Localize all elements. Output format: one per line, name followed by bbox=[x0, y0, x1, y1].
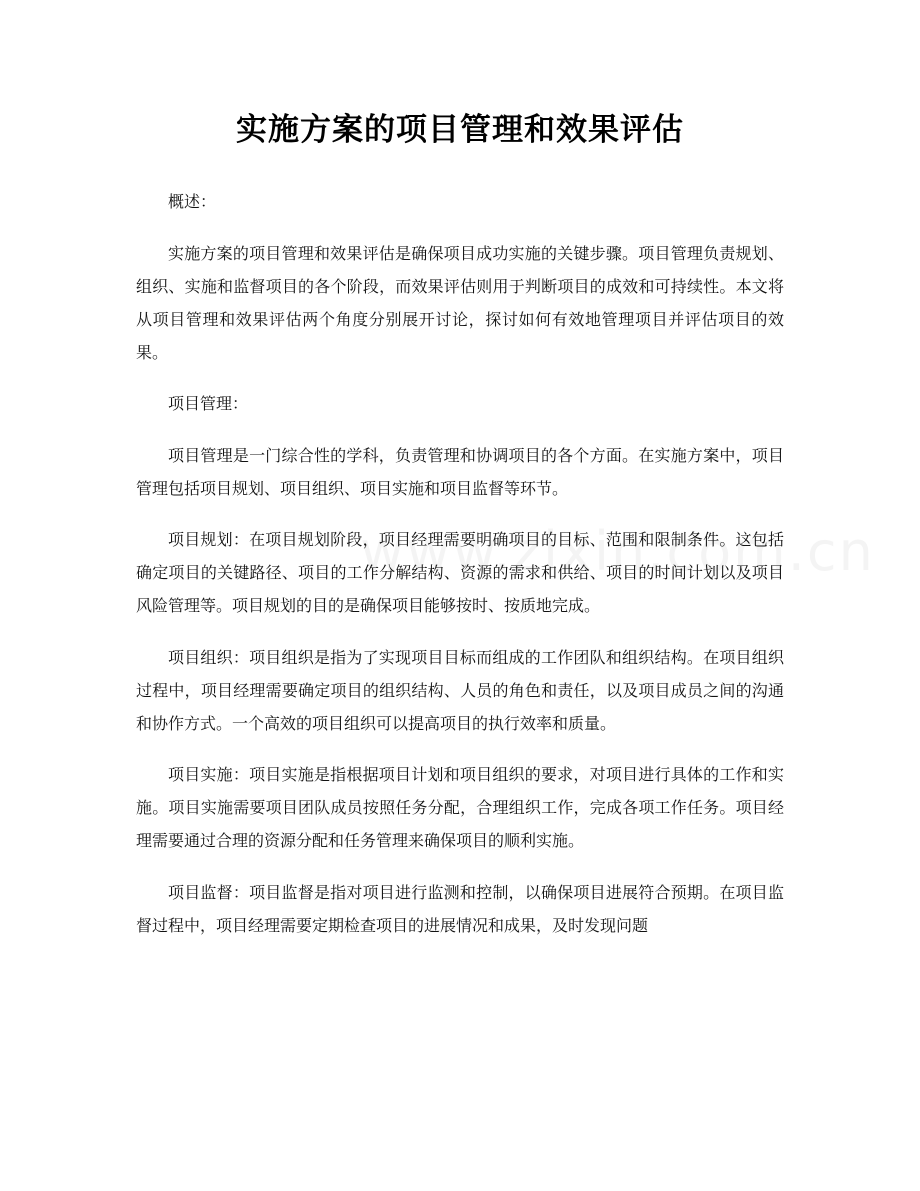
paragraph-project-organization: 项目组织：项目组织是指为了实现项目目标而组成的工作团队和组织结构。在项目组织过程中，项目经理需要确定项目的组织结构、人员的角色和责任，以及项目成员之间的沟通和协作方式。一个高效的项目组织可以提高项目的执行效率和质量。 bbox=[136, 647, 784, 733]
paragraph-project-implementation: 项目实施：项目实施是指根据项目计划和项目组织的要求，对项目进行具体的工作和实施。项目实施需要项目团队成员按照任务分配，合理组织工作，完成各项工作任务。项目经理需要通过合理的资源分配和任务管理来确保项目的顺利实施。 bbox=[136, 765, 784, 850]
section-heading-project-management: 项目管理： bbox=[168, 394, 249, 413]
page-title: 实施方案的项目管理和效果评估 bbox=[236, 112, 684, 148]
document-body bbox=[136, 185, 784, 960]
paragraph-project-management: 项目管理是一门综合性的学科，负责管理和协调项目的各个方面。在实施方案中，项目管理包括项目规划、项目组织、项目实施和项目监督等环节。 bbox=[136, 445, 784, 498]
paragraph-project-supervision: 项目监督：项目监督是指对项目进行监测和控制，以确保项目进展符合预期。在项目监督过程中，项目经理需要定期检查项目的进展情况和成果，及时发现问题 bbox=[136, 882, 784, 935]
section-heading-overview: 概述： bbox=[168, 192, 217, 211]
paragraph-overview: 实施方案的项目管理和效果评估是确保项目成功实施的关键步骤。项目管理负责规划、组织、实施和监督项目的各个阶段，而效果评估则用于判断项目的成效和可持续性。本文将从项目管理和效果评估两个角度分别展开讨论，探讨如何有效地管理项目并评估项目的效果。 bbox=[136, 243, 784, 362]
paragraph-project-planning: 项目规划：在项目规划阶段，项目经理需要明确项目的目标、范围和限制条件。这包括确定项目的关键路径、项目的工作分解结构、资源的需求和供给、项目的时间计划以及项目风险管理等。项目规划的目的是确保项目能够按时、按质地完成。 bbox=[136, 530, 784, 615]
